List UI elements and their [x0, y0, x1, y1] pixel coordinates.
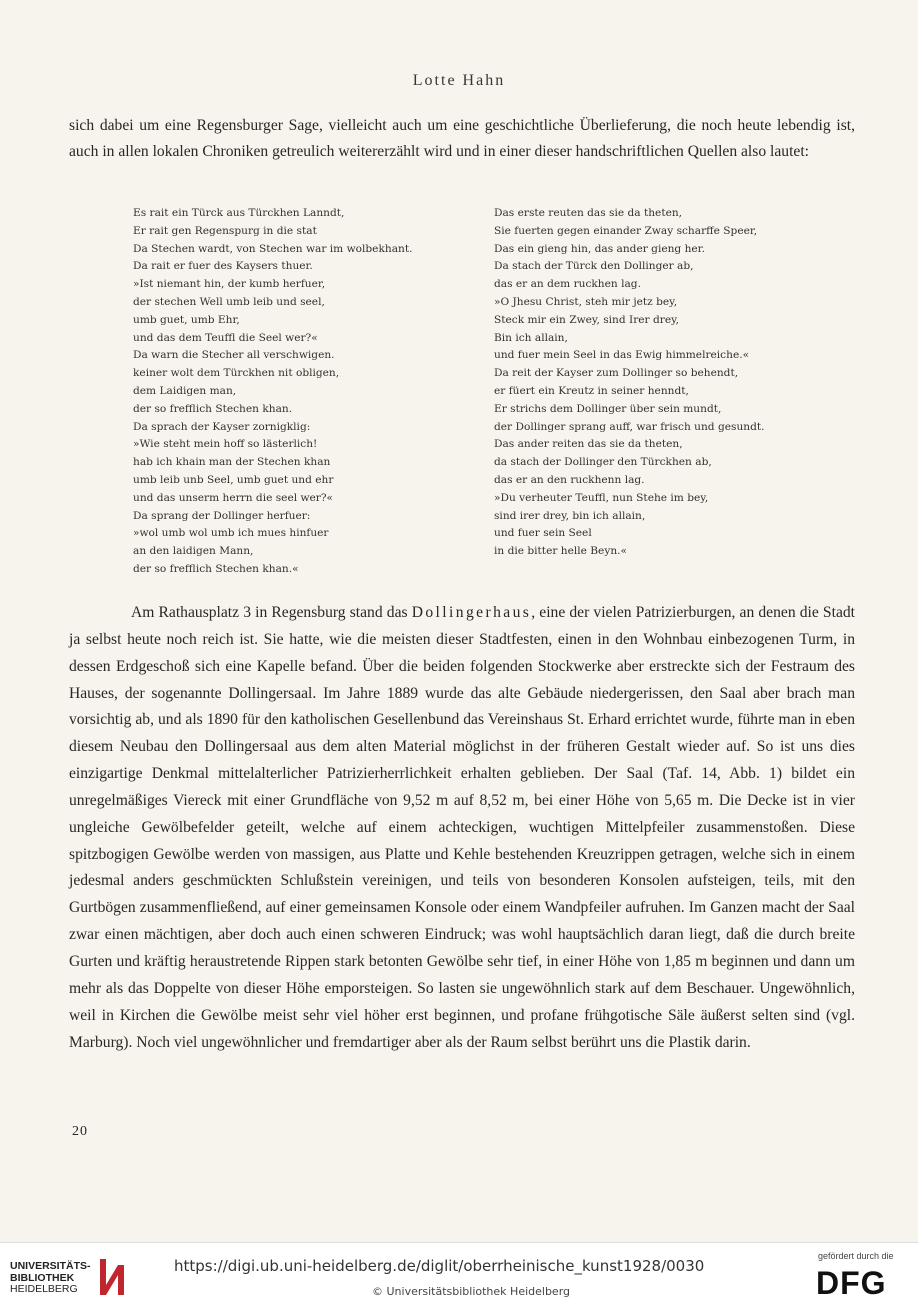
footer-bar	[0, 1242, 918, 1310]
poem-line: Da sprang der Dollinger herfuer:	[133, 509, 311, 522]
poem-line: Da Stechen wardt, von Stechen war im wolbekhant.	[133, 242, 413, 255]
body-text-start: Am Rathausplatz 3 in Regensburg stand das	[131, 604, 412, 621]
poem-line: der so frefflich Stechen khan.«	[133, 562, 299, 575]
poem-line: Er rait gen Regenspurg in die stat	[133, 224, 317, 237]
poem-line: Da sprach der Kayser zornigklig:	[133, 420, 311, 433]
poem-line: der Dollinger sprang auff, war frisch und gesundt.	[494, 420, 765, 433]
poem-line: Es rait ein Türck aus Türckhen Lanndt,	[133, 207, 345, 219]
intro-paragraph: sich dabei um eine Regensburger Sage, vielleicht auch um eine geschichtliche Überlieferung, die noch heute lebendig ist, auch in allen lokalen Chroniken getreulich weitererzählt wird und in einer dieser handschriftlichen Quellen also lautet:	[69, 117, 855, 160]
permalink-url[interactable]: https://digi.ub.uni-heidelberg.de/diglit/oberrheinische_kunst1928/0030	[174, 1257, 705, 1275]
poem-line: »O Jhesu Christ, steh mir jetz bey,	[494, 295, 678, 308]
poem-line: dem Laidigen man,	[133, 384, 237, 397]
poem-line: und das unserm herrn die seel wer?«	[133, 491, 334, 504]
poem-line: Das erste reuten das sie da theten,	[494, 207, 683, 219]
poem-line: Das ander reiten das sie da theten,	[494, 438, 683, 451]
poem-line: Er strichs dem Dollinger über sein mundt,	[494, 402, 722, 415]
poem-line: der stechen Well umb leib und seel,	[133, 295, 325, 308]
copyright-notice: © Universitätsbibliothek Heidelberg	[372, 1285, 571, 1298]
library-name-line: HEIDELBERG	[10, 1283, 78, 1295]
poem-line: Da warn die Stecher all verschwigen.	[133, 349, 335, 362]
emphasis-dollingerhaus: Dollingerhaus	[411, 604, 532, 621]
poem-line: und fuer sein Seel	[494, 527, 592, 540]
poem-line: da stach der Dollinger den Türckhen ab,	[494, 456, 712, 469]
poem-line: »Wie steht mein hoff so lästerlich!	[133, 438, 318, 451]
poem-line: Sie fuerten gegen einander Zway scharffe Speer,	[494, 224, 758, 237]
poem-left-column	[133, 205, 412, 579]
page-number: 20	[72, 1124, 88, 1139]
library-name-line: BIBLIOTHEK	[10, 1271, 75, 1284]
poem-line: umb leib unb Seel, umb guet und ehr	[133, 473, 334, 486]
poem-line: umb guet, umb Ehr,	[133, 313, 240, 326]
poem-line: das er an dem ruckhen lag.	[494, 278, 641, 291]
poem-line: Da rait er fuer des Kaysers thuer.	[133, 260, 313, 273]
library-name	[10, 1261, 91, 1296]
dfg-logo[interactable]: DFG	[816, 1265, 887, 1301]
library-logo[interactable]	[10, 1253, 130, 1301]
poem-line: und das dem Teuffl die Seel wer?«	[133, 331, 318, 344]
body-text-rest: , eine der vielen Patrizierburgen, an denen die Stadt ja selbst heute noch reich ist. Sie hatte, wie die meisten dieser Stadtfesten, einen in den Wohnbau einbezogenen Turm, in dessen Erdgeschoß sich eine Kapelle befand. Über die beiden folgenden Stockwerke aber erstreckte sich der Festraum des Hauses, der sogenannte Dollingersaal. Im Jahre 1889 wurde das alte Gebäude niedergerissen, den Saal aber brach man vorsichtig ab, und als 1890 für den katholischen Gesellenbund das Vereinshaus St. Erhard errichtet wurde, führte man in eben diesem Neubau den Dollingersaal aus dem alten Material möglichst in der früheren Gestalt wieder auf. So ist uns dies einzigartige Denkmal mittelalterlicher Patrizierherrlichkeit erhalten geblieben. Der Saal (Taf. 14, Abb. 1) bildet ein unregelmäßiges Viereck mit einer Grundfläche von 9,52 m auf 8,52 m, bei einer Höhe von 5,65 m. Die Decke ist in vier ungleiche Gewölbefelder geteilt, welche auf einem achteckigen, wuchtigen Mittelpfeiler zusammenstoßen. Diese spitzbogigen Gewölbe werden von massigen, aus Platte und Kehle bestehenden Kreuzrippen getragen, welche sich in einem jedesmal anders geschmückten Schlußstein vereinigen, und teils von besonderen Konsolen aufsteigen, teils, mit den Gurtbögen zusammenfließend, auf einer gemeinsamen Konsole oder einem Wandpfeiler aufruhen. Im Ganzen macht der Saal zwar einen mächtigen, aber doch auch einen schweren Eindruck; was wohl hauptsächlich daran liegt, daß die durch breite Gurten und kräftig heraustretende Rippen stark betonten Gewölbe sehr tief, in einer Höhe von 1,85 m beginnen und dann um mehr als das Doppelte von dieser Höhe emporsteigen. So lasten sie ungewöhnlich stark auf dem Beschauer. Ungewöhnlich, weil in Kirchen die Gewölbe meist sehr viel höher erst beginnen, und profane frühgotische Säle äußerst selten sind (vgl. Marburg). Noch viel ungewöhnlicher und fremdartiger aber als der Raum selbst berührt uns die Plastik darin.	[69, 604, 855, 1051]
poem-line: Das ein gieng hin, das ander gieng her.	[494, 242, 705, 255]
poem-line: der so frefflich Stechen khan.	[133, 402, 293, 415]
library-emblem-icon	[96, 1255, 128, 1299]
poem-line: das er an den ruckhenn lag.	[494, 473, 645, 486]
poem-line: keiner wolt dem Türckhen nit obligen,	[133, 367, 340, 380]
poem-line: Bin ich allain,	[494, 331, 568, 344]
poem-line: er füert ein Kreutz in seiner henndt,	[494, 384, 689, 397]
poem-line: sind irer drey, bin ich allain,	[494, 509, 646, 522]
poem-line: Da reit der Kayser zum Dollinger so behendt,	[494, 367, 739, 380]
poem-line: hab ich khain man der Stechen khan	[133, 456, 331, 469]
poem-line: »Ist niemant hin, der kumb herfuer,	[133, 278, 326, 291]
poem-line: Steck mir ein Zwey, sind Irer drey,	[494, 313, 680, 326]
poem-line: an den laidigen Mann,	[133, 545, 254, 558]
poem-line: »wol umb wol umb ich mues hinfuer	[133, 527, 329, 540]
poem-right-column	[494, 205, 765, 561]
poem-line: und fuer mein Seel in das Ewig himmelreiche.«	[494, 349, 750, 362]
poem-line: Da stach der Türck den Dollinger ab,	[494, 260, 694, 273]
funding-note: gefördert durch die	[818, 1251, 894, 1261]
poem-line: »Du verheuter Teuffl, nun Stehe im bey,	[494, 491, 709, 504]
body-paragraph	[69, 600, 855, 1056]
running-head: Lotte Hahn	[412, 72, 506, 89]
library-name-line: UNIVERSITÄTS-	[10, 1260, 91, 1272]
poem-line: in die bitter helle Beyn.«	[494, 545, 627, 558]
